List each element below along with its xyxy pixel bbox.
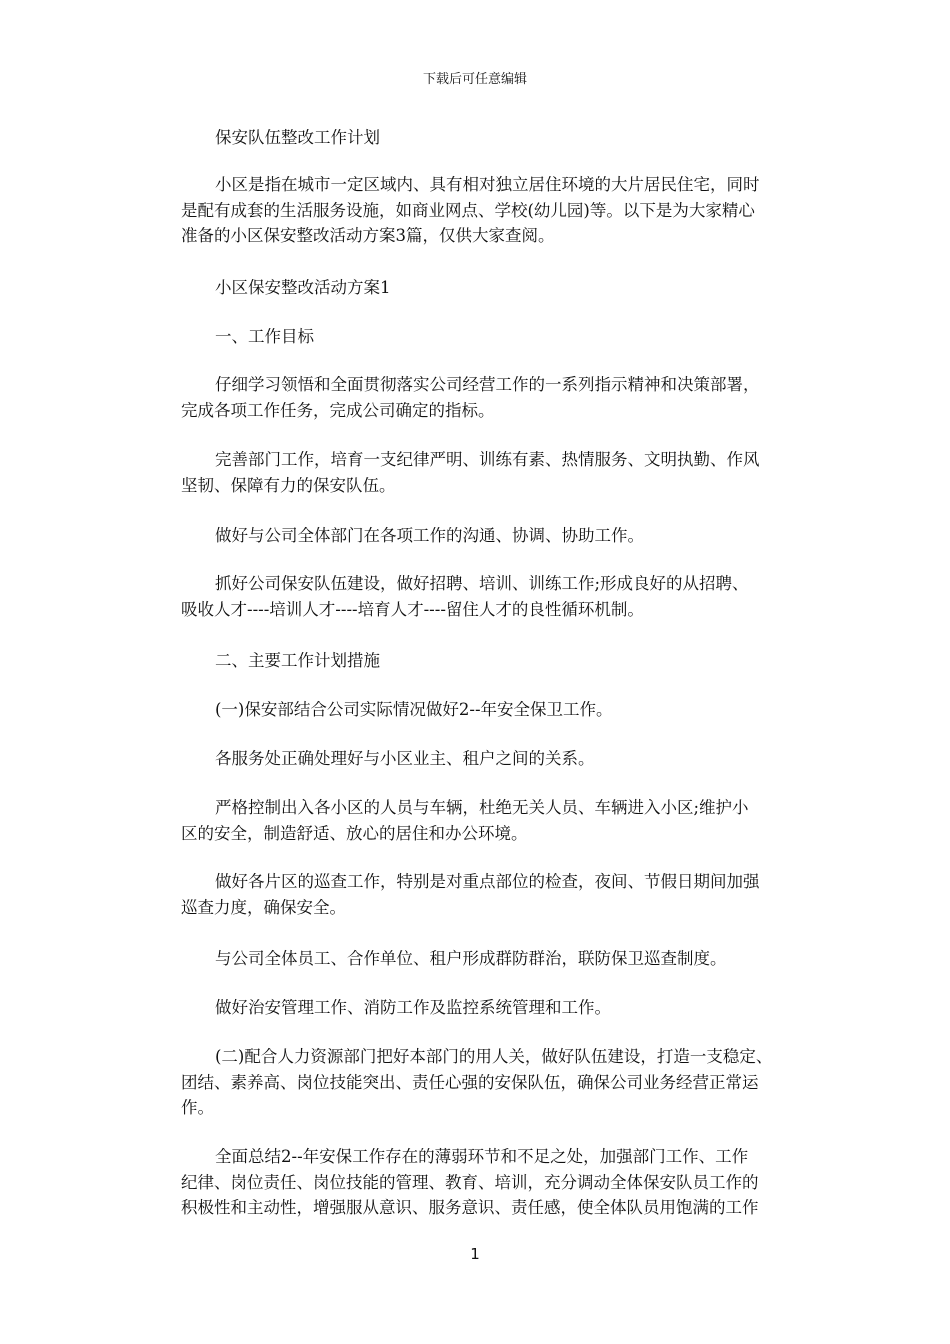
paragraph	[181, 869, 781, 920]
paragraph	[181, 1144, 781, 1221]
text-line: 坚韧、保障有力的保安队伍。	[181, 475, 396, 495]
page-number: 1	[470, 1245, 480, 1263]
paragraph	[181, 795, 781, 846]
paragraph	[181, 372, 781, 423]
text-line: 准备的小区保安整改活动方案3篇，仅供大家查阅。	[181, 226, 555, 245]
text-line: 做好治安管理工作、消防工作及监控系统管理和工作。	[215, 998, 611, 1017]
paragraph	[181, 697, 781, 723]
text-line: 小区是指在城市一定区域内、具有相对独立居住环境的大片居民住宅，同时	[215, 175, 760, 194]
paragraph	[181, 648, 781, 674]
text-line: 与公司全体员工、合作单位、租户形成群防群治，联防保卫巡查制度。	[215, 949, 727, 968]
paragraph	[181, 523, 781, 549]
text-line: 纪律、岗位责任、岗位技能的管理、教育、培训，充分调动全体保安队员工作的	[181, 1172, 759, 1192]
page-header: 下载后可任意编辑	[422, 72, 527, 87]
text-line: 严格控制出入各小区的人员与车辆，杜绝无关人员、车辆进入小区;维护小	[215, 798, 749, 817]
text-line: 仔细学习领悟和全面贯彻落实公司经营工作的一系列指示精神和决策部署，	[215, 375, 760, 394]
text-line: 作。	[181, 1098, 214, 1117]
paragraph	[181, 172, 781, 249]
text-line: 保安队伍整改工作计划	[215, 128, 380, 147]
text-line: 二、主要工作计划措施	[215, 651, 380, 670]
text-line: (二)配合人力资源部门把好本部门的用人关，做好队伍建设，打造一支稳定、	[215, 1047, 773, 1066]
paragraph	[181, 995, 781, 1021]
text-line: 区的安全，制造舒适、放心的居住和办公环境。	[181, 823, 528, 843]
paragraph	[181, 275, 781, 301]
text-line: 抓好公司保安队伍建设，做好招聘、培训、训练工作;形成良好的从招聘、	[215, 574, 749, 593]
text-line: 各服务处正确处理好与小区业主、租户之间的关系。	[215, 749, 595, 768]
text-line: 巡查力度，确保安全。	[181, 897, 346, 917]
paragraph	[181, 324, 781, 350]
paragraph	[181, 946, 781, 972]
text-line: 吸收人才----培训人才----培育人才----留住人才的良性循环机制。	[181, 599, 644, 619]
text-line: 一、工作目标	[215, 327, 314, 346]
text-line: 团结、素养高、岗位技能突出、责任心强的安保队伍，确保公司业务经营正常运	[181, 1072, 759, 1092]
paragraph	[181, 125, 781, 151]
text-line: 完成各项工作任务，完成公司确定的指标。	[181, 400, 495, 420]
text-line: 完善部门工作，培育一支纪律严明、训练有素、热情服务、文明执勤、作风	[215, 450, 760, 469]
text-line: 是配有成套的生活服务设施，如商业网点、学校(幼儿园)等。以下是为大家精心	[181, 200, 755, 220]
paragraph	[181, 746, 781, 772]
text-line: 全面总结2--年安保工作存在的薄弱环节和不足之处，加强部门工作、工作	[215, 1147, 749, 1166]
text-line: 做好与公司全体部门在各项工作的沟通、协调、协助工作。	[215, 526, 644, 545]
text-line: 积极性和主动性，增强服从意识、服务意识、责任感，使全体队员用饱满的工作	[181, 1198, 759, 1217]
text-line: (一)保安部结合公司实际情况做好2--年安全保卫工作。	[215, 700, 613, 719]
paragraph	[181, 447, 781, 498]
text-line: 小区保安整改活动方案1	[215, 278, 391, 297]
text-line: 做好各片区的巡查工作，特别是对重点部位的检查，夜间、节假日期间加强	[215, 872, 760, 891]
paragraph	[181, 1044, 781, 1121]
paragraph	[181, 571, 781, 622]
